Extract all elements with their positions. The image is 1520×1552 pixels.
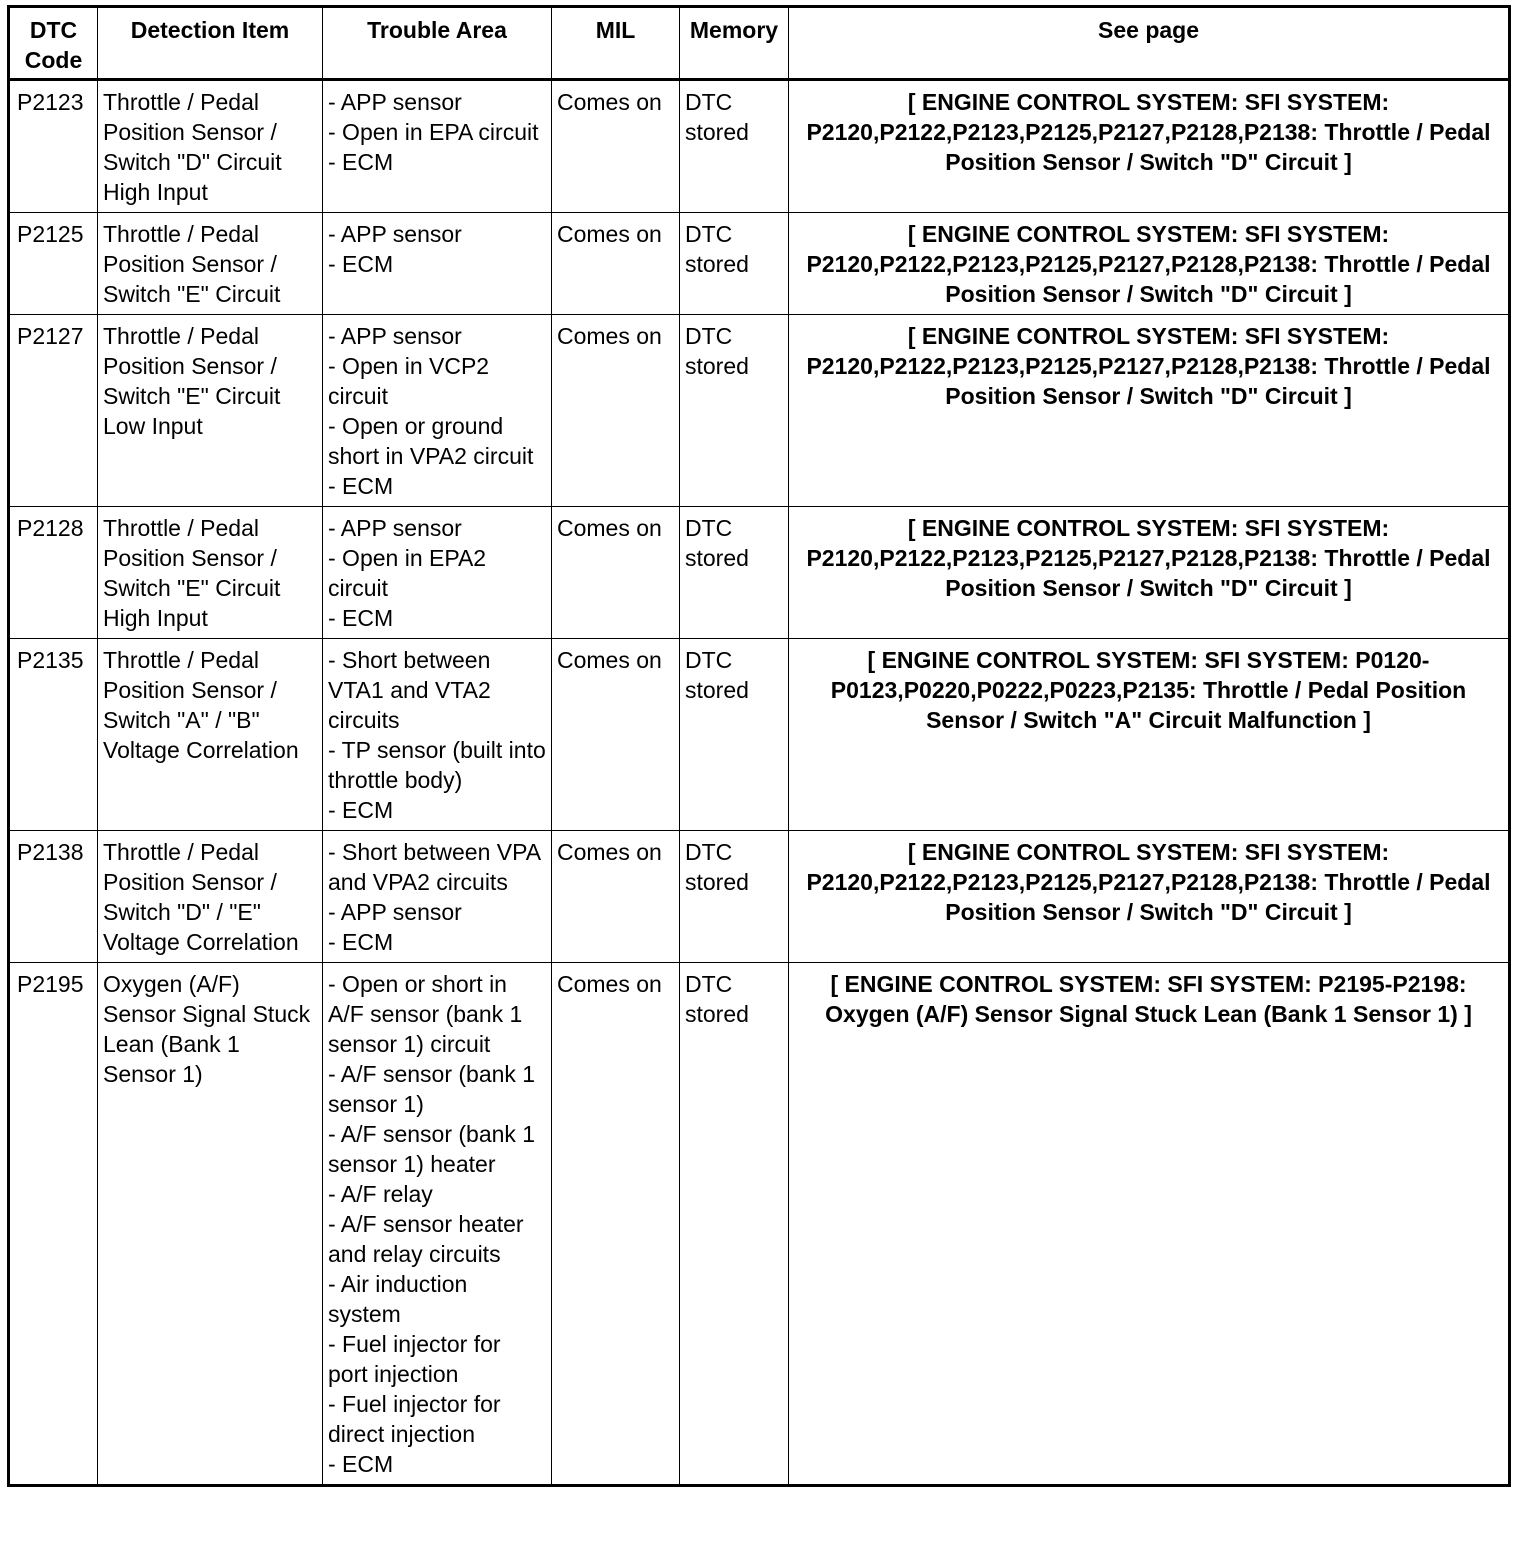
trouble-area-item: - ECM <box>328 149 394 175</box>
table-row <box>9 507 1510 639</box>
trouble-area-item: - ECM <box>328 473 394 499</box>
see-page-cell: [ ENGINE CONTROL SYSTEM: SFI SYSTEM: P2120,P2122,P2123,P2125,P2127,P2128,P2138: Throttle / Pedal Position Sensor / Switch "D" Circuit ] <box>789 213 1510 315</box>
see-page-cell: [ ENGINE CONTROL SYSTEM: SFI SYSTEM: P2120,P2122,P2123,P2125,P2127,P2128,P2138: Throttle / Pedal Position Sensor / Switch "D" Circuit ] <box>789 80 1510 213</box>
trouble-area-item: - Fuel injector for port injection <box>328 1331 501 1387</box>
trouble-area-item: - APP sensor <box>328 89 462 115</box>
trouble-area-item: - A/F sensor heater and relay circuits <box>328 1211 524 1267</box>
memory-cell: DTC stored <box>680 963 789 1486</box>
trouble-area-item: - Open or ground short in VPA2 circuit <box>328 413 534 469</box>
mil-cell: Comes on <box>552 80 680 213</box>
mil-cell: Comes on <box>552 963 680 1486</box>
trouble-area-cell <box>323 963 552 1486</box>
detection-item-cell: Throttle / Pedal Position Sensor / Switch "E" Circuit Low Input <box>98 315 323 507</box>
see-page-cell: [ ENGINE CONTROL SYSTEM: SFI SYSTEM: P2120,P2122,P2123,P2125,P2127,P2128,P2138: Throttle / Pedal Position Sensor / Switch "D" Circuit ] <box>789 315 1510 507</box>
trouble-area-item: - A/F sensor (bank 1 sensor 1) <box>328 1061 536 1117</box>
mil-cell: Comes on <box>552 213 680 315</box>
dtc-code-cell: P2138 <box>9 831 98 963</box>
trouble-area-item: - APP sensor <box>328 899 462 925</box>
trouble-area-item: - Open or short in A/F sensor (bank 1 sensor 1) circuit <box>328 971 523 1057</box>
trouble-area-cell <box>323 315 552 507</box>
detection-item-cell: Throttle / Pedal Position Sensor / Switch "A" / "B" Voltage Correlation <box>98 639 323 831</box>
see-page-cell: [ ENGINE CONTROL SYSTEM: SFI SYSTEM: P0120-P0123,P0220,P0222,P0223,P2135: Throttle / Pedal Position Sensor / Switch "A" Circuit Malfunction ] <box>789 639 1510 831</box>
memory-cell: DTC stored <box>680 80 789 213</box>
dtc-code-cell: P2127 <box>9 315 98 507</box>
mil-cell: Comes on <box>552 831 680 963</box>
trouble-area-cell <box>323 639 552 831</box>
trouble-area-item: - Fuel injector for direct injection <box>328 1391 501 1447</box>
header-detection-item: Detection Item <box>98 7 323 80</box>
trouble-area-item: - ECM <box>328 251 394 277</box>
trouble-area-item: - Short between VTA1 and VTA2 circuits <box>328 647 491 733</box>
header-dtc-code-line1: DTC <box>29 17 78 43</box>
see-page-cell: [ ENGINE CONTROL SYSTEM: SFI SYSTEM: P2195-P2198: Oxygen (A/F) Sensor Signal Stuck Lean (Bank 1 Sensor 1) ] <box>789 963 1510 1486</box>
detection-item-cell: Throttle / Pedal Position Sensor / Switch "D" Circuit High Input <box>98 80 323 213</box>
table-row <box>9 213 1510 315</box>
trouble-area-item: - Open in VCP2 circuit <box>328 353 490 409</box>
trouble-area-item: - Open in EPA2 circuit <box>328 545 487 601</box>
dtc-code-cell: P2135 <box>9 639 98 831</box>
see-page-cell: [ ENGINE CONTROL SYSTEM: SFI SYSTEM: P2120,P2122,P2123,P2125,P2127,P2128,P2138: Throttle / Pedal Position Sensor / Switch "D" Circuit ] <box>789 507 1510 639</box>
see-page-cell: [ ENGINE CONTROL SYSTEM: SFI SYSTEM: P2120,P2122,P2123,P2125,P2127,P2128,P2138: Throttle / Pedal Position Sensor / Switch "D" Circuit ] <box>789 831 1510 963</box>
table-row <box>9 80 1510 213</box>
header-dtc-code <box>9 7 98 80</box>
trouble-area-item: - Open in EPA circuit <box>328 119 539 145</box>
table-row <box>9 639 1510 831</box>
trouble-area-item: - Short between VPA and VPA2 circuits <box>328 839 540 895</box>
detection-item-cell: Throttle / Pedal Position Sensor / Switch "E" Circuit <box>98 213 323 315</box>
trouble-area-item: - ECM <box>328 929 394 955</box>
trouble-area-cell <box>323 507 552 639</box>
trouble-area-cell <box>323 831 552 963</box>
memory-cell: DTC stored <box>680 639 789 831</box>
memory-cell: DTC stored <box>680 507 789 639</box>
memory-cell: DTC stored <box>680 315 789 507</box>
trouble-area-cell <box>323 80 552 213</box>
trouble-area-item: - ECM <box>328 1451 394 1477</box>
trouble-area-item: - A/F sensor (bank 1 sensor 1) heater <box>328 1121 536 1177</box>
dtc-code-cell: P2195 <box>9 963 98 1486</box>
header-mil: MIL <box>552 7 680 80</box>
trouble-area-item: - APP sensor <box>328 515 462 541</box>
header-row <box>9 7 1510 80</box>
trouble-area-item: - A/F relay <box>328 1181 433 1207</box>
header-trouble-area: Trouble Area <box>323 7 552 80</box>
dtc-code-cell: P2128 <box>9 507 98 639</box>
memory-cell: DTC stored <box>680 831 789 963</box>
trouble-area-item: - ECM <box>328 605 394 631</box>
header-see-page: See page <box>789 7 1510 80</box>
memory-cell: DTC stored <box>680 213 789 315</box>
table-row <box>9 831 1510 963</box>
trouble-area-item: - TP sensor (built into throttle body) <box>328 737 546 793</box>
trouble-area-item: - APP sensor <box>328 323 462 349</box>
header-dtc-code-line2: Code <box>24 47 83 73</box>
trouble-area-item: - APP sensor <box>328 221 462 247</box>
table-row <box>9 315 1510 507</box>
dtc-table <box>7 5 1511 1487</box>
mil-cell: Comes on <box>552 507 680 639</box>
mil-cell: Comes on <box>552 315 680 507</box>
trouble-area-item: - ECM <box>328 797 394 823</box>
detection-item-cell: Throttle / Pedal Position Sensor / Switch "D" / "E" Voltage Correlation <box>98 831 323 963</box>
header-memory: Memory <box>680 7 789 80</box>
dtc-code-cell: P2123 <box>9 80 98 213</box>
dtc-code-cell: P2125 <box>9 213 98 315</box>
detection-item-cell: Oxygen (A/F) Sensor Signal Stuck Lean (Bank 1 Sensor 1) <box>98 963 323 1486</box>
table-row <box>9 963 1510 1486</box>
mil-cell: Comes on <box>552 639 680 831</box>
trouble-area-item: - Air induction system <box>328 1271 468 1327</box>
trouble-area-cell <box>323 213 552 315</box>
detection-item-cell: Throttle / Pedal Position Sensor / Switch "E" Circuit High Input <box>98 507 323 639</box>
dtc-table-body <box>9 80 1510 1486</box>
